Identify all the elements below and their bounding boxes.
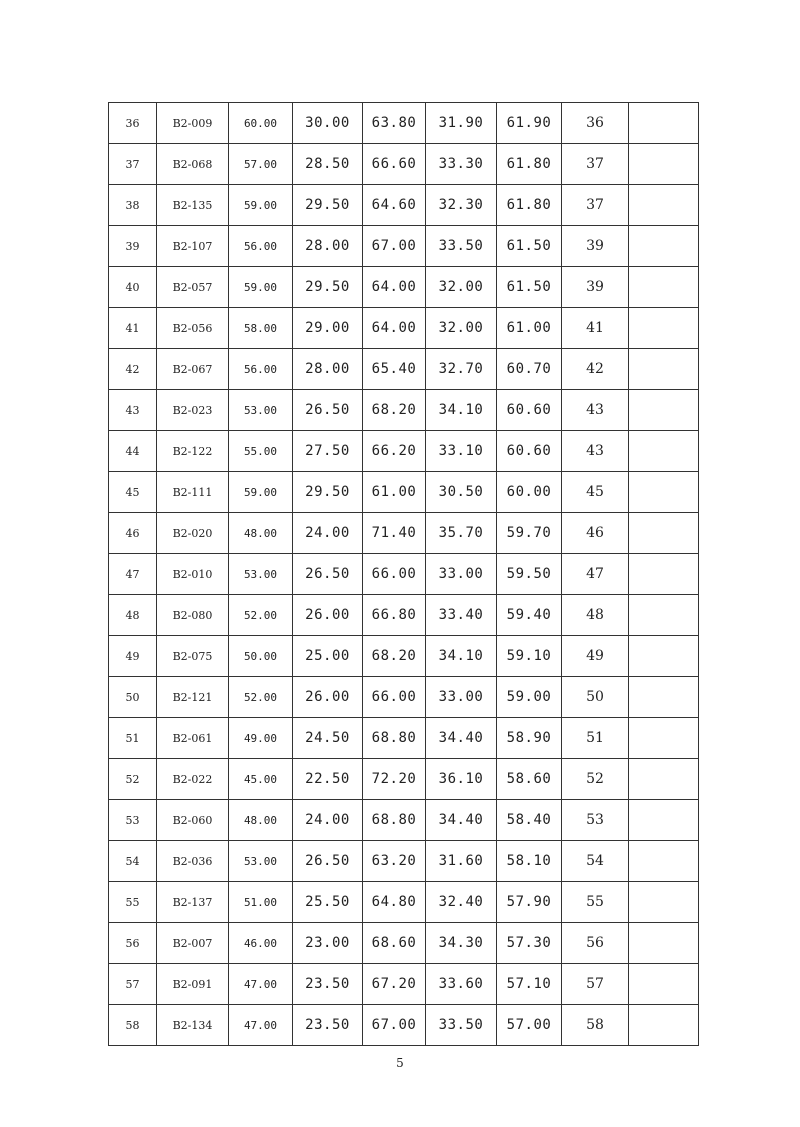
row-number-cell: 54 [109,841,157,882]
table-row [109,677,699,718]
remark-cell [629,390,699,431]
score-cell: 71.40 [363,513,426,554]
total-score-cell: 59.40 [497,595,562,636]
remark-cell [629,308,699,349]
remark-cell [629,554,699,595]
score-cell: 59.00 [229,185,293,226]
score-cell: 56.00 [229,226,293,267]
total-score-cell: 60.70 [497,349,562,390]
score-cell: 64.60 [363,185,426,226]
table-row [109,144,699,185]
score-cell: 32.00 [426,267,497,308]
score-cell: 45.00 [229,759,293,800]
score-cell: 53.00 [229,841,293,882]
score-cell: 64.00 [363,308,426,349]
candidate-id-cell: B2-060 [157,800,229,841]
candidate-id-cell: B2-067 [157,349,229,390]
score-cell: 33.40 [426,595,497,636]
score-cell: 53.00 [229,554,293,595]
table-row [109,226,699,267]
score-cell: 46.00 [229,923,293,964]
row-number-cell: 41 [109,308,157,349]
table-row [109,800,699,841]
score-cell: 66.00 [363,677,426,718]
score-cell: 33.50 [426,1005,497,1046]
row-number-cell: 36 [109,103,157,144]
score-cell: 68.80 [363,718,426,759]
remark-cell [629,718,699,759]
rank-cell: 41 [562,308,629,349]
row-number-cell: 55 [109,882,157,923]
remark-cell [629,923,699,964]
table-row [109,636,699,677]
candidate-id-cell: B2-020 [157,513,229,554]
score-cell: 26.50 [293,841,363,882]
score-cell: 31.60 [426,841,497,882]
candidate-id-cell: B2-010 [157,554,229,595]
remark-cell [629,636,699,677]
remark-cell [629,144,699,185]
total-score-cell: 61.00 [497,308,562,349]
table-row [109,718,699,759]
row-number-cell: 53 [109,800,157,841]
candidate-id-cell: B2-023 [157,390,229,431]
row-number-cell: 52 [109,759,157,800]
score-cell: 23.50 [293,964,363,1005]
candidate-id-cell: B2-121 [157,677,229,718]
score-cell: 34.40 [426,800,497,841]
remark-cell [629,185,699,226]
score-cell: 52.00 [229,595,293,636]
candidate-id-cell: B2-091 [157,964,229,1005]
score-cell: 22.50 [293,759,363,800]
page-number: 5 [396,1056,404,1070]
score-cell: 57.00 [229,144,293,185]
candidate-id-cell: B2-075 [157,636,229,677]
total-score-cell: 61.80 [497,185,562,226]
score-cell: 68.80 [363,800,426,841]
table-row [109,472,699,513]
rank-cell: 54 [562,841,629,882]
row-number-cell: 58 [109,1005,157,1046]
rank-cell: 43 [562,431,629,472]
rank-cell: 43 [562,390,629,431]
row-number-cell: 47 [109,554,157,595]
table-row [109,964,699,1005]
score-cell: 30.50 [426,472,497,513]
total-score-cell: 57.30 [497,923,562,964]
candidate-id-cell: B2-022 [157,759,229,800]
score-cell: 26.00 [293,595,363,636]
score-cell: 49.00 [229,718,293,759]
table-body [109,103,699,1046]
candidate-id-cell: B2-061 [157,718,229,759]
score-cell: 63.80 [363,103,426,144]
candidate-id-cell: B2-057 [157,267,229,308]
score-cell: 23.50 [293,1005,363,1046]
candidate-id-cell: B2-056 [157,308,229,349]
total-score-cell: 57.90 [497,882,562,923]
table-row [109,185,699,226]
row-number-cell: 56 [109,923,157,964]
table-row [109,103,699,144]
score-cell: 34.10 [426,636,497,677]
score-cell: 34.30 [426,923,497,964]
rank-cell: 58 [562,1005,629,1046]
score-cell: 33.00 [426,554,497,595]
remark-cell [629,472,699,513]
score-cell: 68.20 [363,636,426,677]
remark-cell [629,267,699,308]
score-cell: 58.00 [229,308,293,349]
score-cell: 29.00 [293,308,363,349]
table-row [109,882,699,923]
remark-cell [629,677,699,718]
score-cell: 48.00 [229,800,293,841]
rank-cell: 55 [562,882,629,923]
score-cell: 50.00 [229,636,293,677]
score-cell: 48.00 [229,513,293,554]
score-cell: 34.10 [426,390,497,431]
table-row [109,513,699,554]
score-cell: 25.50 [293,882,363,923]
remark-cell [629,1005,699,1046]
total-score-cell: 58.40 [497,800,562,841]
total-score-cell: 60.00 [497,472,562,513]
score-cell: 23.00 [293,923,363,964]
candidate-id-cell: B2-068 [157,144,229,185]
score-cell: 67.20 [363,964,426,1005]
rank-cell: 45 [562,472,629,513]
score-cell: 55.00 [229,431,293,472]
score-cell: 56.00 [229,349,293,390]
rank-cell: 53 [562,800,629,841]
score-cell: 53.00 [229,390,293,431]
score-cell: 31.90 [426,103,497,144]
score-cell: 26.00 [293,677,363,718]
table-row [109,554,699,595]
total-score-cell: 59.70 [497,513,562,554]
remark-cell [629,513,699,554]
row-number-cell: 42 [109,349,157,390]
candidate-id-cell: B2-135 [157,185,229,226]
score-cell: 24.50 [293,718,363,759]
table-row [109,390,699,431]
rank-cell: 39 [562,226,629,267]
score-cell: 64.00 [363,267,426,308]
row-number-cell: 46 [109,513,157,554]
total-score-cell: 60.60 [497,390,562,431]
score-cell: 24.00 [293,513,363,554]
score-cell: 47.00 [229,964,293,1005]
table-row [109,923,699,964]
remark-cell [629,964,699,1005]
total-score-cell: 57.10 [497,964,562,1005]
row-number-cell: 44 [109,431,157,472]
rank-cell: 46 [562,513,629,554]
total-score-cell: 60.60 [497,431,562,472]
table-row [109,595,699,636]
score-cell: 27.50 [293,431,363,472]
score-cell: 47.00 [229,1005,293,1046]
candidate-id-cell: B2-137 [157,882,229,923]
total-score-cell: 61.50 [497,226,562,267]
score-cell: 26.50 [293,554,363,595]
score-cell: 28.00 [293,226,363,267]
row-number-cell: 49 [109,636,157,677]
score-cell: 65.40 [363,349,426,390]
score-cell: 29.50 [293,185,363,226]
score-cell: 28.00 [293,349,363,390]
row-number-cell: 37 [109,144,157,185]
score-cell: 33.30 [426,144,497,185]
score-cell: 35.70 [426,513,497,554]
score-cell: 36.10 [426,759,497,800]
total-score-cell: 59.10 [497,636,562,677]
row-number-cell: 51 [109,718,157,759]
row-number-cell: 38 [109,185,157,226]
row-number-cell: 57 [109,964,157,1005]
rank-cell: 51 [562,718,629,759]
remark-cell [629,759,699,800]
score-cell: 32.30 [426,185,497,226]
row-number-cell: 39 [109,226,157,267]
score-cell: 30.00 [293,103,363,144]
total-score-cell: 58.90 [497,718,562,759]
score-cell: 66.60 [363,144,426,185]
table-row [109,308,699,349]
score-cell: 66.80 [363,595,426,636]
row-number-cell: 43 [109,390,157,431]
rank-cell: 37 [562,185,629,226]
score-cell: 25.00 [293,636,363,677]
score-cell: 66.00 [363,554,426,595]
total-score-cell: 61.90 [497,103,562,144]
rank-cell: 36 [562,103,629,144]
score-cell: 59.00 [229,472,293,513]
table-row [109,759,699,800]
candidate-id-cell: B2-036 [157,841,229,882]
candidate-id-cell: B2-111 [157,472,229,513]
score-cell: 51.00 [229,882,293,923]
candidate-id-cell: B2-122 [157,431,229,472]
score-cell: 26.50 [293,390,363,431]
remark-cell [629,349,699,390]
rank-cell: 37 [562,144,629,185]
score-cell: 60.00 [229,103,293,144]
score-cell: 66.20 [363,431,426,472]
table-row [109,431,699,472]
rank-cell: 49 [562,636,629,677]
rank-cell: 42 [562,349,629,390]
table-row [109,267,699,308]
table-row [109,349,699,390]
remark-cell [629,595,699,636]
row-number-cell: 45 [109,472,157,513]
candidate-id-cell: B2-107 [157,226,229,267]
score-cell: 33.60 [426,964,497,1005]
rank-cell: 50 [562,677,629,718]
score-table [108,102,699,1046]
score-cell: 24.00 [293,800,363,841]
table-row [109,1005,699,1046]
score-cell: 67.00 [363,1005,426,1046]
total-score-cell: 59.50 [497,554,562,595]
score-cell: 72.20 [363,759,426,800]
remark-cell [629,103,699,144]
rank-cell: 52 [562,759,629,800]
total-score-cell: 61.50 [497,267,562,308]
score-cell: 32.00 [426,308,497,349]
score-cell: 67.00 [363,226,426,267]
row-number-cell: 40 [109,267,157,308]
score-cell: 33.00 [426,677,497,718]
score-cell: 32.70 [426,349,497,390]
remark-cell [629,800,699,841]
total-score-cell: 61.80 [497,144,562,185]
score-cell: 34.40 [426,718,497,759]
rank-cell: 48 [562,595,629,636]
score-cell: 32.40 [426,882,497,923]
score-cell: 68.60 [363,923,426,964]
total-score-cell: 57.00 [497,1005,562,1046]
score-cell: 64.80 [363,882,426,923]
total-score-cell: 58.60 [497,759,562,800]
total-score-cell: 58.10 [497,841,562,882]
score-cell: 33.10 [426,431,497,472]
score-cell: 29.50 [293,267,363,308]
rank-cell: 47 [562,554,629,595]
total-score-cell: 59.00 [497,677,562,718]
score-cell: 59.00 [229,267,293,308]
rank-cell: 57 [562,964,629,1005]
candidate-id-cell: B2-009 [157,103,229,144]
remark-cell [629,841,699,882]
remark-cell [629,882,699,923]
candidate-id-cell: B2-134 [157,1005,229,1046]
score-cell: 68.20 [363,390,426,431]
row-number-cell: 50 [109,677,157,718]
remark-cell [629,431,699,472]
row-number-cell: 48 [109,595,157,636]
table-row [109,841,699,882]
rank-cell: 39 [562,267,629,308]
candidate-id-cell: B2-080 [157,595,229,636]
score-cell: 63.20 [363,841,426,882]
score-cell: 28.50 [293,144,363,185]
rank-cell: 56 [562,923,629,964]
score-cell: 52.00 [229,677,293,718]
score-cell: 29.50 [293,472,363,513]
score-cell: 61.00 [363,472,426,513]
score-cell: 33.50 [426,226,497,267]
remark-cell [629,226,699,267]
candidate-id-cell: B2-007 [157,923,229,964]
